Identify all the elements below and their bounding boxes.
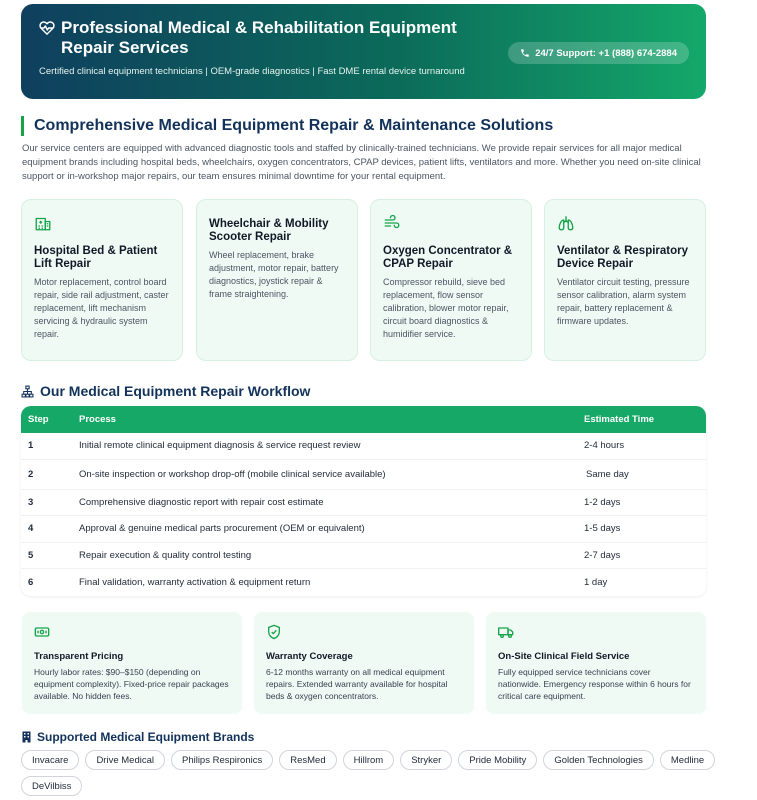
hospital-icon	[34, 214, 52, 232]
info-card-title: Warranty Coverage	[266, 651, 353, 662]
brand-list	[21, 750, 721, 796]
info-card-desc: Fully equipped service technicians cover nationwide. Emergency response within 6 hours for critical care equipment.	[498, 667, 691, 701]
service-cards	[21, 199, 707, 361]
header-process: Process	[79, 414, 116, 425]
row-process: Approval & genuine medical parts procurement (OEM or equivalent)	[79, 523, 365, 535]
service-card-desc: Compressor rebuild, sieve bed replacement, flow sensor calibration, blower motor repair, circuit board diagnostics & humidifier service.	[383, 277, 509, 339]
info-card-title: On-Site Clinical Field Service	[498, 651, 630, 662]
workflow-table	[21, 406, 706, 596]
building-icon	[21, 731, 32, 743]
brand-tag[interactable]: Drive Medical	[85, 750, 165, 770]
service-card-ventilator[interactable]	[544, 199, 706, 361]
brand-tag[interactable]: Philips Respironics	[171, 750, 273, 770]
row-step: 4	[28, 523, 34, 535]
table-row	[21, 433, 706, 460]
brands-title-text: Supported Medical Equipment Brands	[37, 730, 255, 744]
info-card-field-service	[486, 612, 706, 714]
table-row	[21, 490, 706, 517]
lungs-icon	[557, 214, 575, 232]
table-row	[21, 543, 706, 570]
row-process: Repair execution & quality control testing	[79, 549, 252, 561]
brand-tag[interactable]: Hillrom	[343, 750, 395, 770]
phone-icon	[520, 48, 530, 58]
row-process: Initial remote clinical equipment diagnosis & service request review	[79, 440, 361, 452]
solutions-title: Comprehensive Medical Equipment Repair & Maintenance Solutions	[21, 116, 553, 136]
hero-banner	[21, 4, 706, 99]
table-row	[21, 516, 706, 543]
service-card-desc: Motor replacement, control board repair, side rail adjustment, caster replacement, lift mechanism servicing & hydraulic system repair.	[34, 277, 169, 339]
brand-tag[interactable]: DeVilbiss	[21, 776, 82, 796]
heart-pulse-icon	[39, 20, 55, 36]
service-card-title: Hospital Bed & Patient Lift Repair	[34, 245, 158, 270]
row-step: 5	[28, 549, 34, 561]
service-card-wheelchair[interactable]	[196, 199, 358, 361]
row-time: 1 day	[584, 576, 608, 588]
row-process: On-site inspection or workshop drop-off (mobile clinical service available)	[79, 468, 386, 480]
brand-tag[interactable]: Invacare	[21, 750, 79, 770]
service-card-title: Ventilator & Respiratory Device Repair	[557, 245, 689, 270]
table-row	[21, 569, 706, 596]
row-process: Final validation, warranty activation & equipment return	[79, 576, 311, 588]
info-card-desc: 6-12 months warranty on all medical equipment repairs. Extended warranty available for hospital beds & oxygen concentrators.	[266, 667, 448, 701]
info-card-pricing	[22, 612, 242, 714]
service-card-desc: Ventilator circuit testing, pressure sensor calibration, alarm system repair, battery replacement & firmware updates.	[557, 277, 690, 326]
info-card-warranty	[254, 612, 474, 714]
row-step: 2	[28, 468, 34, 480]
hero-title-text: Professional Medical & Rehabilitation Equipment Repair Services	[61, 18, 457, 57]
row-time: 2-7 days	[584, 549, 621, 561]
row-time: 2-4 hours	[584, 440, 625, 452]
header-time: Estimated Time	[584, 414, 655, 425]
service-card-title: Oxygen Concentrator & CPAP Repair	[383, 245, 513, 270]
row-time: 1-2 days	[584, 496, 621, 508]
brand-tag[interactable]: Pride Mobility	[458, 750, 537, 770]
brand-tag[interactable]: ResMed	[279, 750, 336, 770]
row-process: Comprehensive diagnostic report with repair cost estimate	[79, 496, 324, 508]
brand-tag[interactable]: Stryker	[400, 750, 452, 770]
sitemap-icon	[21, 385, 34, 398]
truck-icon	[498, 624, 514, 640]
hero-title	[39, 18, 479, 58]
header-step: Step	[28, 414, 49, 425]
shield-check-icon	[266, 624, 282, 640]
row-time: Same day	[586, 468, 629, 480]
support-phone-button[interactable]	[508, 42, 689, 64]
workflow-title-text: Our Medical Equipment Repair Workflow	[40, 383, 311, 399]
brand-tag[interactable]: Golden Technologies	[543, 750, 654, 770]
brand-tag[interactable]: Medline	[660, 750, 715, 770]
row-step: 1	[28, 440, 34, 452]
info-card-desc: Hourly labor rates: $90–$150 (depending on equipment complexity). Fixed-price repair packages available. No hidden fees.	[34, 667, 229, 701]
workflow-title	[21, 383, 310, 399]
row-step: 6	[28, 576, 34, 588]
row-step: 3	[28, 496, 34, 508]
support-phone-label: 24/7 Support: +1 (888) 674-2884	[535, 47, 677, 59]
money-icon	[34, 624, 50, 640]
wind-icon	[383, 214, 401, 232]
service-card-title: Wheelchair & Mobility Scooter Repair	[209, 218, 329, 243]
brands-title	[21, 730, 254, 744]
info-card-title: Transparent Pricing	[34, 651, 124, 662]
hero-subtitle: Certified clinical equipment technicians | OEM-grade diagnostics | Fast DME rental device turnaround	[39, 66, 465, 77]
row-time: 1-5 days	[584, 523, 621, 535]
service-card-hospital-bed[interactable]	[21, 199, 183, 361]
solutions-intro: Our service centers are equipped with advanced diagnostic tools and staffed by clinically-trained technicians. We provide repair services for all major medical equipment brands including hospital beds, wheelchairs, oxygen concentrators, CPAP devices, patient lifts, ventilators and more. Whether you need on-site clinical support or in-workshop major repairs, our team ensures minimal downtime for your rental equipment.	[22, 143, 701, 182]
service-card-oxygen[interactable]	[370, 199, 532, 361]
table-row	[21, 460, 706, 490]
service-card-desc: Wheel replacement, brake adjustment, motor repair, battery diagnostics, joystick repair & frame straightening.	[209, 250, 339, 299]
workflow-table-header	[21, 406, 706, 433]
